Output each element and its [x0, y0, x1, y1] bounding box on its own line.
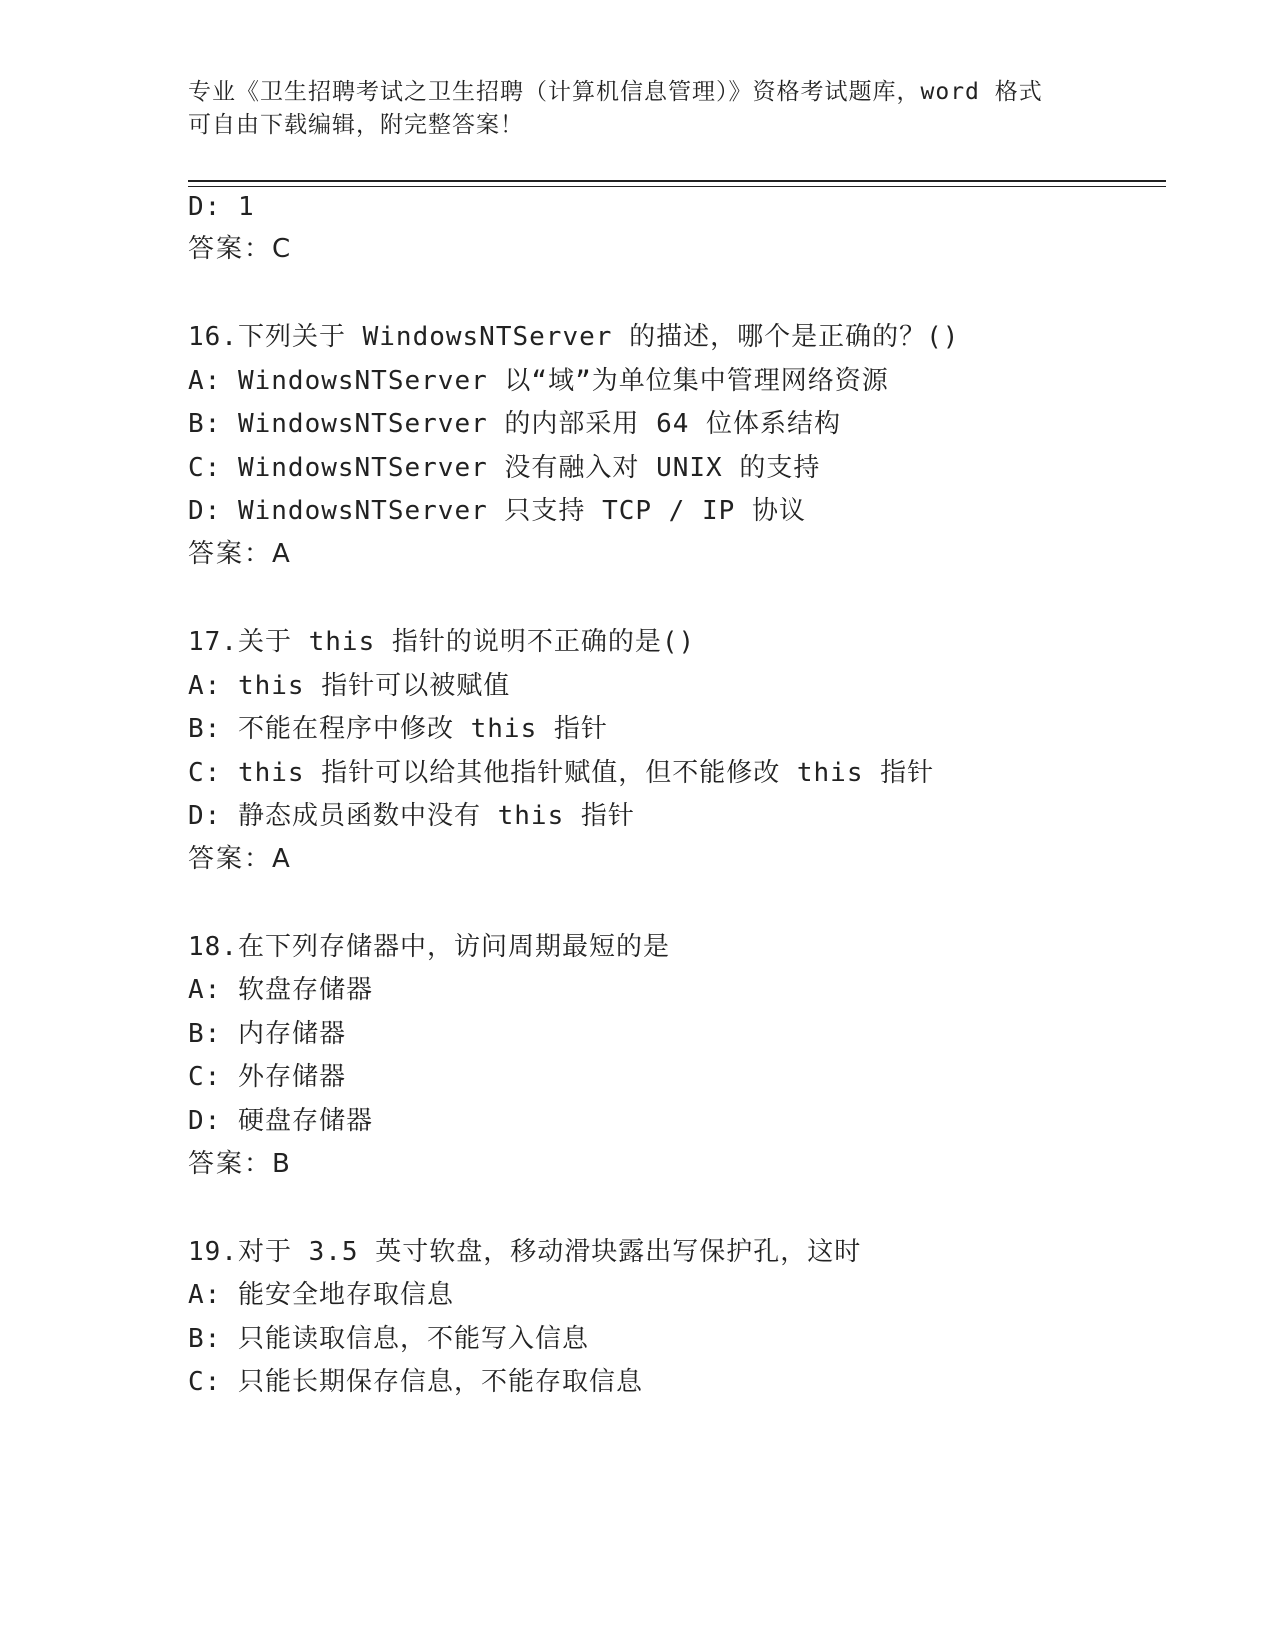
- page-header: [188, 76, 1068, 142]
- q17-answer: 答案：A: [188, 844, 292, 874]
- q18-option-c: C: 外存储器: [188, 1062, 346, 1092]
- q15-option-d: D: 1: [188, 192, 255, 222]
- q17-option-c: C: this 指针可以给其他指针赋值，但不能修改 this 指针: [188, 758, 935, 788]
- header-divider-thin: [188, 186, 1166, 187]
- q17-option-a: A: this 指针可以被赋值: [188, 671, 511, 701]
- q16-option-b: B: WindowsNTServer 的内部采用 64 位体系结构: [188, 409, 842, 439]
- header-title-line: 专业《卫生招聘考试之卫生招聘（计算机信息管理）》资格考试题库，word 格式: [188, 79, 1043, 105]
- q18-option-b: B: 内存储器: [188, 1019, 346, 1049]
- q19-option-b: B: 只能读取信息，不能写入信息: [188, 1324, 589, 1354]
- q17-option-d: D: 静态成员函数中没有 this 指针: [188, 801, 635, 831]
- q16-option-c: C: WindowsNTServer 没有融入对 UNIX 的支持: [188, 453, 821, 483]
- q18-stem: 18.在下列存储器中，访问周期最短的是: [188, 932, 670, 962]
- q19-option-a: A: 能安全地存取信息: [188, 1280, 454, 1310]
- q17-stem: 17.关于 this 指针的说明不正确的是(): [188, 627, 696, 657]
- q18-option-d: D: 硬盘存储器: [188, 1106, 373, 1136]
- header-divider-thick: [188, 180, 1166, 182]
- q15-answer: 答案：C: [188, 234, 293, 264]
- q19-option-c: C: 只能长期保存信息，不能存取信息: [188, 1367, 643, 1397]
- q18-option-a: A: 软盘存储器: [188, 975, 373, 1005]
- header-subtitle-line: 可自由下载编辑，附完整答案！: [188, 112, 524, 138]
- q19-stem: 19.对于 3.5 英寸软盘，移动滑块露出写保护孔，这时: [188, 1237, 862, 1267]
- q17-option-b: B: 不能在程序中修改 this 指针: [188, 714, 608, 744]
- q16-stem: 16.下列关于 WindowsNTServer 的描述，哪个是正确的？(): [188, 322, 960, 352]
- q16-option-a: A: WindowsNTServer 以“域”为单位集中管理网络资源: [188, 366, 889, 396]
- q18-answer: 答案：B: [188, 1149, 292, 1179]
- q16-answer: 答案：A: [188, 539, 292, 569]
- q16-option-d: D: WindowsNTServer 只支持 TCP / IP 协议: [188, 496, 806, 526]
